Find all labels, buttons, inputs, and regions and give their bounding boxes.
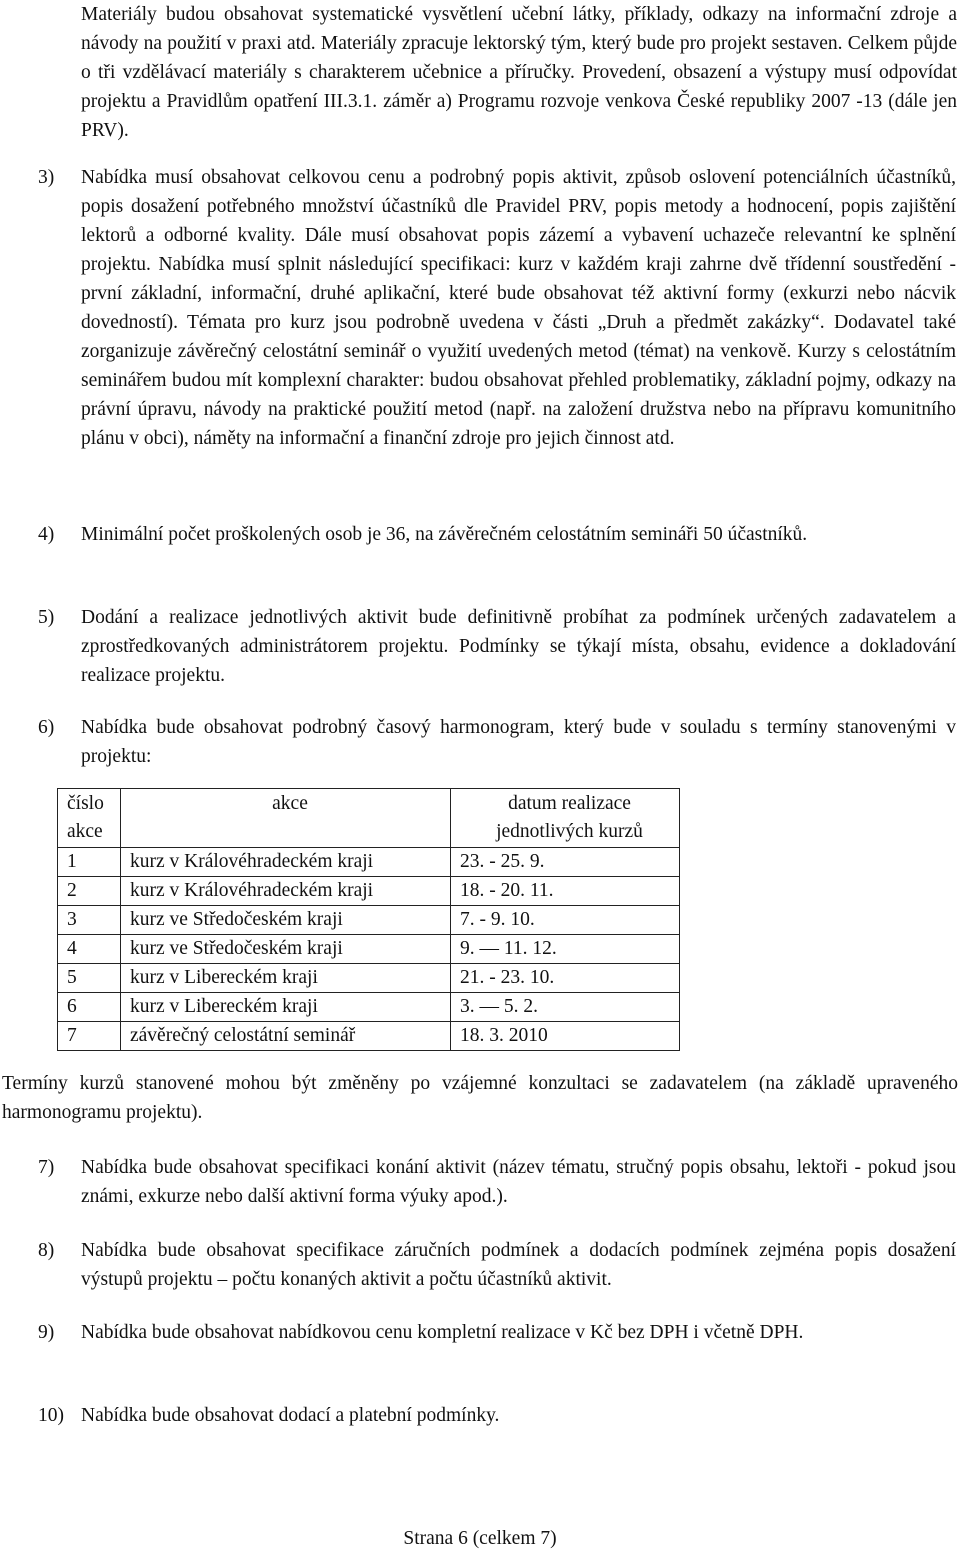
table-row [58,964,680,993]
row-number: 5 [58,964,121,993]
row-datum: 18. 3. 2010 [451,1022,680,1051]
row-number: 3 [58,906,121,935]
list-item-10 [38,1401,956,1430]
item-text: Nabídka bude obsahovat nabídkovou cenu kompletní realizace v Kč bez DPH i včetně DPH. [81,1322,804,1343]
row-akce: kurz ve Středočeském kraji [121,935,451,964]
row-datum: 7. - 9. 10. [451,906,680,935]
item-text: Nabídka bude obsahovat specifikace záručních podmínek a dodacích podmínek zejména popis dosažení výstupů projektu – počtu konaných aktivit a počtu účastníků aktivit. [81,1240,956,1290]
row-akce: kurz v Královéhradeckém kraji [121,877,451,906]
row-datum: 9. — 11. 12. [451,935,680,964]
row-number: 7 [58,1022,121,1051]
header-cislo-akce: číslo akce [58,789,121,848]
row-number: 6 [58,993,121,1022]
schedule-note: Termíny kurzů stanovené mohou být změněny po vzájemné konzultaci se zadavatelem (na základě upraveného harmonogramu projektu). [2,1073,958,1123]
item-number: 3) [38,167,55,188]
list-item-4 [38,520,956,549]
list-item-6 [38,713,956,771]
item-number: 7) [38,1157,55,1178]
row-akce: kurz v Libereckém kraji [121,993,451,1022]
row-akce: závěrečný celostátní seminář [121,1022,451,1051]
table-header-row [58,789,680,848]
table-row [58,935,680,964]
table-row [58,848,680,877]
table-row [58,877,680,906]
schedule-table [57,788,680,1051]
item-number: 9) [38,1322,55,1343]
row-akce: kurz v Královéhradeckém kraji [121,848,451,877]
item-number: 8) [38,1240,55,1261]
item-text: Nabídka bude obsahovat podrobný časový harmonogram, který bude v souladu s termíny stanovenými v projektu: [81,717,956,767]
row-akce: kurz ve Středočeském kraji [121,906,451,935]
item-number: 10) [38,1405,64,1426]
item-text: Dodání a realizace jednotlivých aktivit bude definitivně probíhat za podmínek určených zadavatelem a zprostředkovaných administrátorem projektu. Podmínky se týkají místa, obsahu, evidence a dokladování realizace projektu. [81,607,956,686]
page-footer: Strana 6 (celkem 7) [403,1528,557,1549]
item-number: 5) [38,607,55,628]
header-akce: akce [121,789,451,848]
table-row [58,993,680,1022]
row-datum: 23. - 25. 9. [451,848,680,877]
list-item-7 [38,1153,956,1211]
item-text: Nabídka musí obsahovat celkovou cenu a podrobný popis aktivit, způsob oslovení potenciálních účastníků, popis dosažení potřebného množství účastníků dle Pravidel PRV, popis metody a hodnocení, popis zajištění lektorů a odborné kvality. Dále musí obsahovat popis zázemí a vybavení uchazeče relevantní ke splnění projektu. Nabídka musí splnit následující specifikaci: kurz v každém kraji zahrne dvě třídenní soustředění - první základní, informační, druhé aplikační, které bude obsahovat též aktivní formy (exkurzi nebo nácvik dovedností). Témata pro kurz jsou podrobně uvedena v části „Druh a předmět zakázky“. Dodavatel také zorganizuje závěrečný celostátní seminář o využití uvedených metod (témat) na venkově. Kurzy s celostátním seminářem budou mít komplexní charakter: budou obsahovat přehled problematiky, základní pojmy, odkazy na právní úpravu, návody na praktické použití metod (např. na založení družstva nebo na přípravu komunitního plánu v obci), náměty na informační a finanční zdroje pro jejich činnost atd. [81,167,956,449]
intro-paragraph: Materiály budou obsahovat systematické vysvětlení učební látky, příklady, odkazy na informační zdroje a návody na použití v praxi atd. Materiály zpracuje lektorský tým, který bude pro projekt sestaven. Celkem půjde o tři vzdělávací materiály s charakterem učebnice a příručky. Provedení, obsazení a výstupy musí odpovídat projektu a Pravidlům opatření III.3.1. záměr a) Programu rozvoje venkova České republiky 2007 -13 (dále jen PRV). [81,4,957,141]
row-number: 4 [58,935,121,964]
table-row [58,1022,680,1051]
item-text: Nabídka bude obsahovat specifikaci konání aktivit (název tématu, stručný popis obsahu, lektoři - pokud jsou známi, exkurze nebo další aktivní forma výuky apod.). [81,1157,956,1207]
row-datum: 21. - 23. 10. [451,964,680,993]
item-text: Minimální počet proškolených osob je 36, na závěrečném celostátním semináři 50 účastníků. [81,524,808,545]
header-datum: datum realizace jednotlivých kurzů [451,789,680,848]
row-akce: kurz v Libereckém kraji [121,964,451,993]
list-item-3 [38,163,956,453]
item-text: Nabídka bude obsahovat dodací a platební podmínky. [81,1405,500,1426]
item-number: 4) [38,524,55,545]
row-number: 1 [58,848,121,877]
row-datum: 3. — 5. 2. [451,993,680,1022]
item-number: 6) [38,717,55,738]
table-row [58,906,680,935]
list-item-5 [38,603,956,690]
list-item-8 [38,1236,956,1294]
list-item-9 [38,1318,956,1347]
row-number: 2 [58,877,121,906]
row-datum: 18. - 20. 11. [451,877,680,906]
